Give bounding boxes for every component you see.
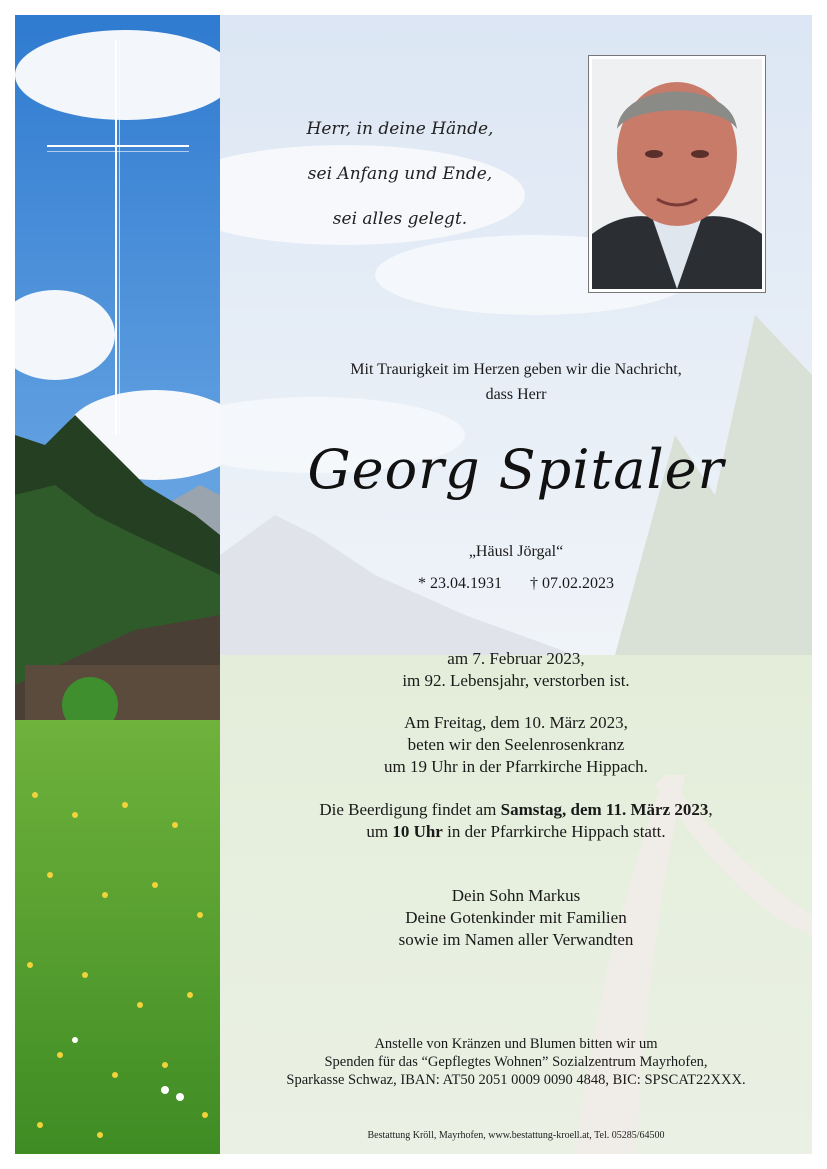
- funeral-notice: [220, 799, 812, 843]
- quote-line: sei Anfang und Ende,: [307, 164, 493, 184]
- mourner-line: Dein Sohn Markus: [451, 886, 581, 905]
- landscape-photo-strip: [15, 15, 220, 1154]
- intro-line: Mit Traurigkeit im Herzen geben wir die Nachricht,: [350, 361, 682, 378]
- notice-line: im 92. Lebensjahr, verstorben ist.: [402, 671, 630, 690]
- funeral-date: Samstag, dem 11. März 2023: [500, 800, 709, 819]
- obituary-card: [15, 15, 812, 1154]
- mourner-line: sowie im Namen aller Verwandten: [398, 930, 634, 949]
- mourner-line: Deine Gotenkinder mit Familien: [405, 908, 627, 927]
- funeral-location: in der Pfarrkirche Hippach statt.: [442, 822, 666, 841]
- funeral-time: 10 Uhr: [392, 822, 443, 841]
- funeral-line-2: [220, 821, 812, 843]
- funeral-home-footer: Bestattung Kröll, Mayrhofen, www.bestattung-kroell.at, Tel. 05285/64500: [367, 1130, 665, 1141]
- notice-line: am 7. Februar 2023,: [447, 649, 585, 668]
- death-notice: [220, 648, 812, 692]
- rosary-line: Am Freitag, dem 10. März 2023,: [404, 713, 628, 732]
- quote-line: sei alles gelegt.: [332, 209, 468, 229]
- rosary-line: beten wir den Seelenrosenkranz: [407, 735, 625, 754]
- donation-line: Anstelle von Kränzen und Blumen bitten wir um: [374, 1036, 658, 1052]
- mourners-list: [220, 885, 812, 951]
- funeral-time-prefix: um: [366, 822, 393, 841]
- text-content: [220, 15, 812, 1154]
- intro-text: [220, 357, 812, 407]
- rosary-notice: [220, 712, 812, 778]
- quote-line: Herr, in deine Hände,: [306, 119, 494, 139]
- portrait-photo: [588, 55, 766, 293]
- birth-date: * 23.04.1931: [418, 575, 502, 592]
- intro-line: dass Herr: [485, 386, 547, 403]
- death-date: † 07.02.2023: [530, 575, 614, 592]
- donation-line: Sparkasse Schwaz, IBAN: AT50 2051 0009 0090 4848, BIC: SPSCAT22XXX.: [286, 1072, 746, 1088]
- deceased-name: Georg Spitaler: [307, 438, 725, 501]
- deceased-nickname: „Häusl Jörgal“: [468, 543, 564, 560]
- bible-quote: [280, 107, 520, 242]
- funeral-suffix: ,: [708, 800, 713, 819]
- life-dates: [220, 575, 812, 593]
- donation-request: [220, 1035, 812, 1089]
- donation-line: Spenden für das “Gepflegtes Wohnen” Sozialzentrum Mayrhofen,: [324, 1054, 708, 1070]
- funeral-line-1: [220, 799, 812, 821]
- funeral-prefix: Die Beerdigung findet am: [319, 800, 501, 819]
- rosary-line: um 19 Uhr in der Pfarrkirche Hippach.: [384, 757, 648, 776]
